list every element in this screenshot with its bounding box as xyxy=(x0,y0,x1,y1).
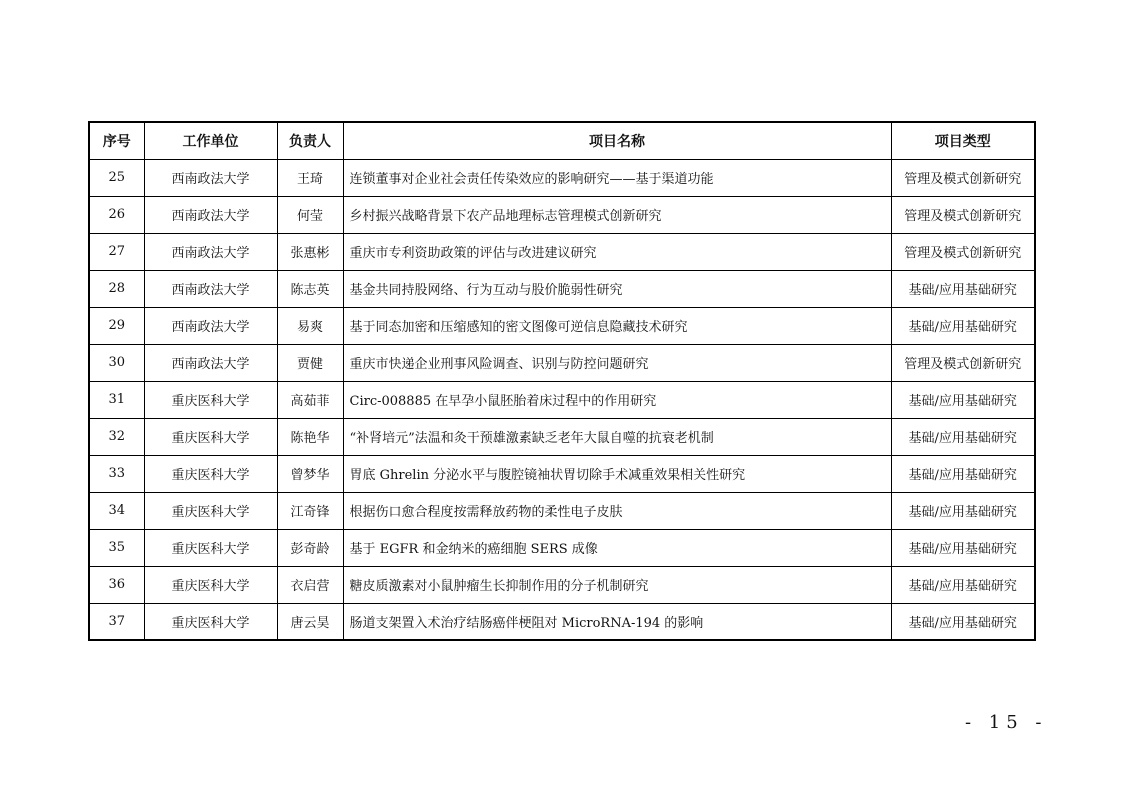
cell-project-name: 基于同态加密和压缩感知的密文图像可逆信息隐藏技术研究 xyxy=(343,307,891,344)
cell-unit: 重庆医科大学 xyxy=(144,455,277,492)
header-unit: 工作单位 xyxy=(144,122,277,159)
cell-project-type: 基础/应用基础研究 xyxy=(891,381,1035,418)
cell-unit: 重庆医科大学 xyxy=(144,492,277,529)
cell-project-type: 管理及模式创新研究 xyxy=(891,344,1035,381)
cell-no: 26 xyxy=(89,196,144,233)
cell-project-name: 重庆市专利资助政策的评估与改进建议研究 xyxy=(343,233,891,270)
cell-unit: 西南政法大学 xyxy=(144,344,277,381)
cell-project-type: 基础/应用基础研究 xyxy=(891,455,1035,492)
cell-project-name: 乡村振兴战略背景下农产品地理标志管理模式创新研究 xyxy=(343,196,891,233)
cell-no: 32 xyxy=(89,418,144,455)
cell-unit: 西南政法大学 xyxy=(144,233,277,270)
header-person: 负责人 xyxy=(277,122,343,159)
cell-person: 高茹菲 xyxy=(277,381,343,418)
table-row xyxy=(89,455,1035,492)
table-row xyxy=(89,270,1035,307)
cell-unit: 重庆医科大学 xyxy=(144,566,277,603)
page-number: - 15 - xyxy=(965,712,1048,733)
cell-person: 陈志英 xyxy=(277,270,343,307)
cell-project-type: 基础/应用基础研究 xyxy=(891,603,1035,640)
cell-project-type: 管理及模式创新研究 xyxy=(891,233,1035,270)
cell-unit: 西南政法大学 xyxy=(144,270,277,307)
cell-project-type: 基础/应用基础研究 xyxy=(891,529,1035,566)
cell-project-name: “补肾培元”法温和灸干预雄激素缺乏老年大鼠自噬的抗衰老机制 xyxy=(343,418,891,455)
cell-no: 27 xyxy=(89,233,144,270)
cell-project-type: 基础/应用基础研究 xyxy=(891,418,1035,455)
header-row xyxy=(89,122,1035,159)
cell-person: 曾梦华 xyxy=(277,455,343,492)
cell-person: 唐云昊 xyxy=(277,603,343,640)
table-row xyxy=(89,418,1035,455)
table-row xyxy=(89,566,1035,603)
cell-no: 34 xyxy=(89,492,144,529)
cell-no: 25 xyxy=(89,159,144,196)
cell-no: 29 xyxy=(89,307,144,344)
cell-unit: 西南政法大学 xyxy=(144,196,277,233)
table-row xyxy=(89,344,1035,381)
cell-project-name: Circ-008885 在早孕小鼠胚胎着床过程中的作用研究 xyxy=(343,381,891,418)
table-row xyxy=(89,307,1035,344)
cell-project-name: 糖皮质激素对小鼠肿瘤生长抑制作用的分子机制研究 xyxy=(343,566,891,603)
table-row xyxy=(89,381,1035,418)
cell-project-type: 管理及模式创新研究 xyxy=(891,196,1035,233)
cell-project-name: 基于 EGFR 和金纳米的癌细胞 SERS 成像 xyxy=(343,529,891,566)
cell-unit: 西南政法大学 xyxy=(144,307,277,344)
header-no: 序号 xyxy=(89,122,144,159)
cell-unit: 重庆医科大学 xyxy=(144,418,277,455)
cell-no: 35 xyxy=(89,529,144,566)
cell-no: 36 xyxy=(89,566,144,603)
cell-project-type: 基础/应用基础研究 xyxy=(891,307,1035,344)
header-project-name: 项目名称 xyxy=(343,122,891,159)
cell-project-type: 基础/应用基础研究 xyxy=(891,566,1035,603)
cell-project-name: 基金共同持股网络、行为互动与股价脆弱性研究 xyxy=(343,270,891,307)
table-row xyxy=(89,233,1035,270)
cell-person: 衣启营 xyxy=(277,566,343,603)
cell-person: 易爽 xyxy=(277,307,343,344)
cell-project-name: 重庆市快递企业刑事风险调查、识别与防控问题研究 xyxy=(343,344,891,381)
cell-project-name: 连锁董事对企业社会责任传染效应的影响研究——基于渠道功能 xyxy=(343,159,891,196)
table-body xyxy=(89,159,1035,640)
cell-project-type: 基础/应用基础研究 xyxy=(891,492,1035,529)
cell-person: 贾健 xyxy=(277,344,343,381)
cell-no: 31 xyxy=(89,381,144,418)
cell-unit: 重庆医科大学 xyxy=(144,529,277,566)
cell-project-name: 根据伤口愈合程度按需释放药物的柔性电子皮肤 xyxy=(343,492,891,529)
cell-person: 陈艳华 xyxy=(277,418,343,455)
cell-project-name: 胃底 Ghrelin 分泌水平与腹腔镜袖状胃切除手术减重效果相关性研究 xyxy=(343,455,891,492)
cell-person: 彭奇龄 xyxy=(277,529,343,566)
cell-unit: 重庆医科大学 xyxy=(144,381,277,418)
table-row xyxy=(89,603,1035,640)
cell-project-name: 肠道支架置入术治疗结肠癌伴梗阻对 MicroRNA-194 的影响 xyxy=(343,603,891,640)
cell-person: 江奇锋 xyxy=(277,492,343,529)
cell-project-type: 管理及模式创新研究 xyxy=(891,159,1035,196)
cell-person: 何莹 xyxy=(277,196,343,233)
cell-unit: 重庆医科大学 xyxy=(144,603,277,640)
project-table xyxy=(88,121,1036,641)
table-row xyxy=(89,529,1035,566)
cell-person: 王琦 xyxy=(277,159,343,196)
table-row xyxy=(89,492,1035,529)
cell-no: 37 xyxy=(89,603,144,640)
header-project-type: 项目类型 xyxy=(891,122,1035,159)
table-header xyxy=(89,122,1035,159)
table-row xyxy=(89,196,1035,233)
cell-no: 33 xyxy=(89,455,144,492)
cell-unit: 西南政法大学 xyxy=(144,159,277,196)
cell-no: 30 xyxy=(89,344,144,381)
cell-project-type: 基础/应用基础研究 xyxy=(891,270,1035,307)
cell-person: 张惠彬 xyxy=(277,233,343,270)
cell-no: 28 xyxy=(89,270,144,307)
table-row xyxy=(89,159,1035,196)
